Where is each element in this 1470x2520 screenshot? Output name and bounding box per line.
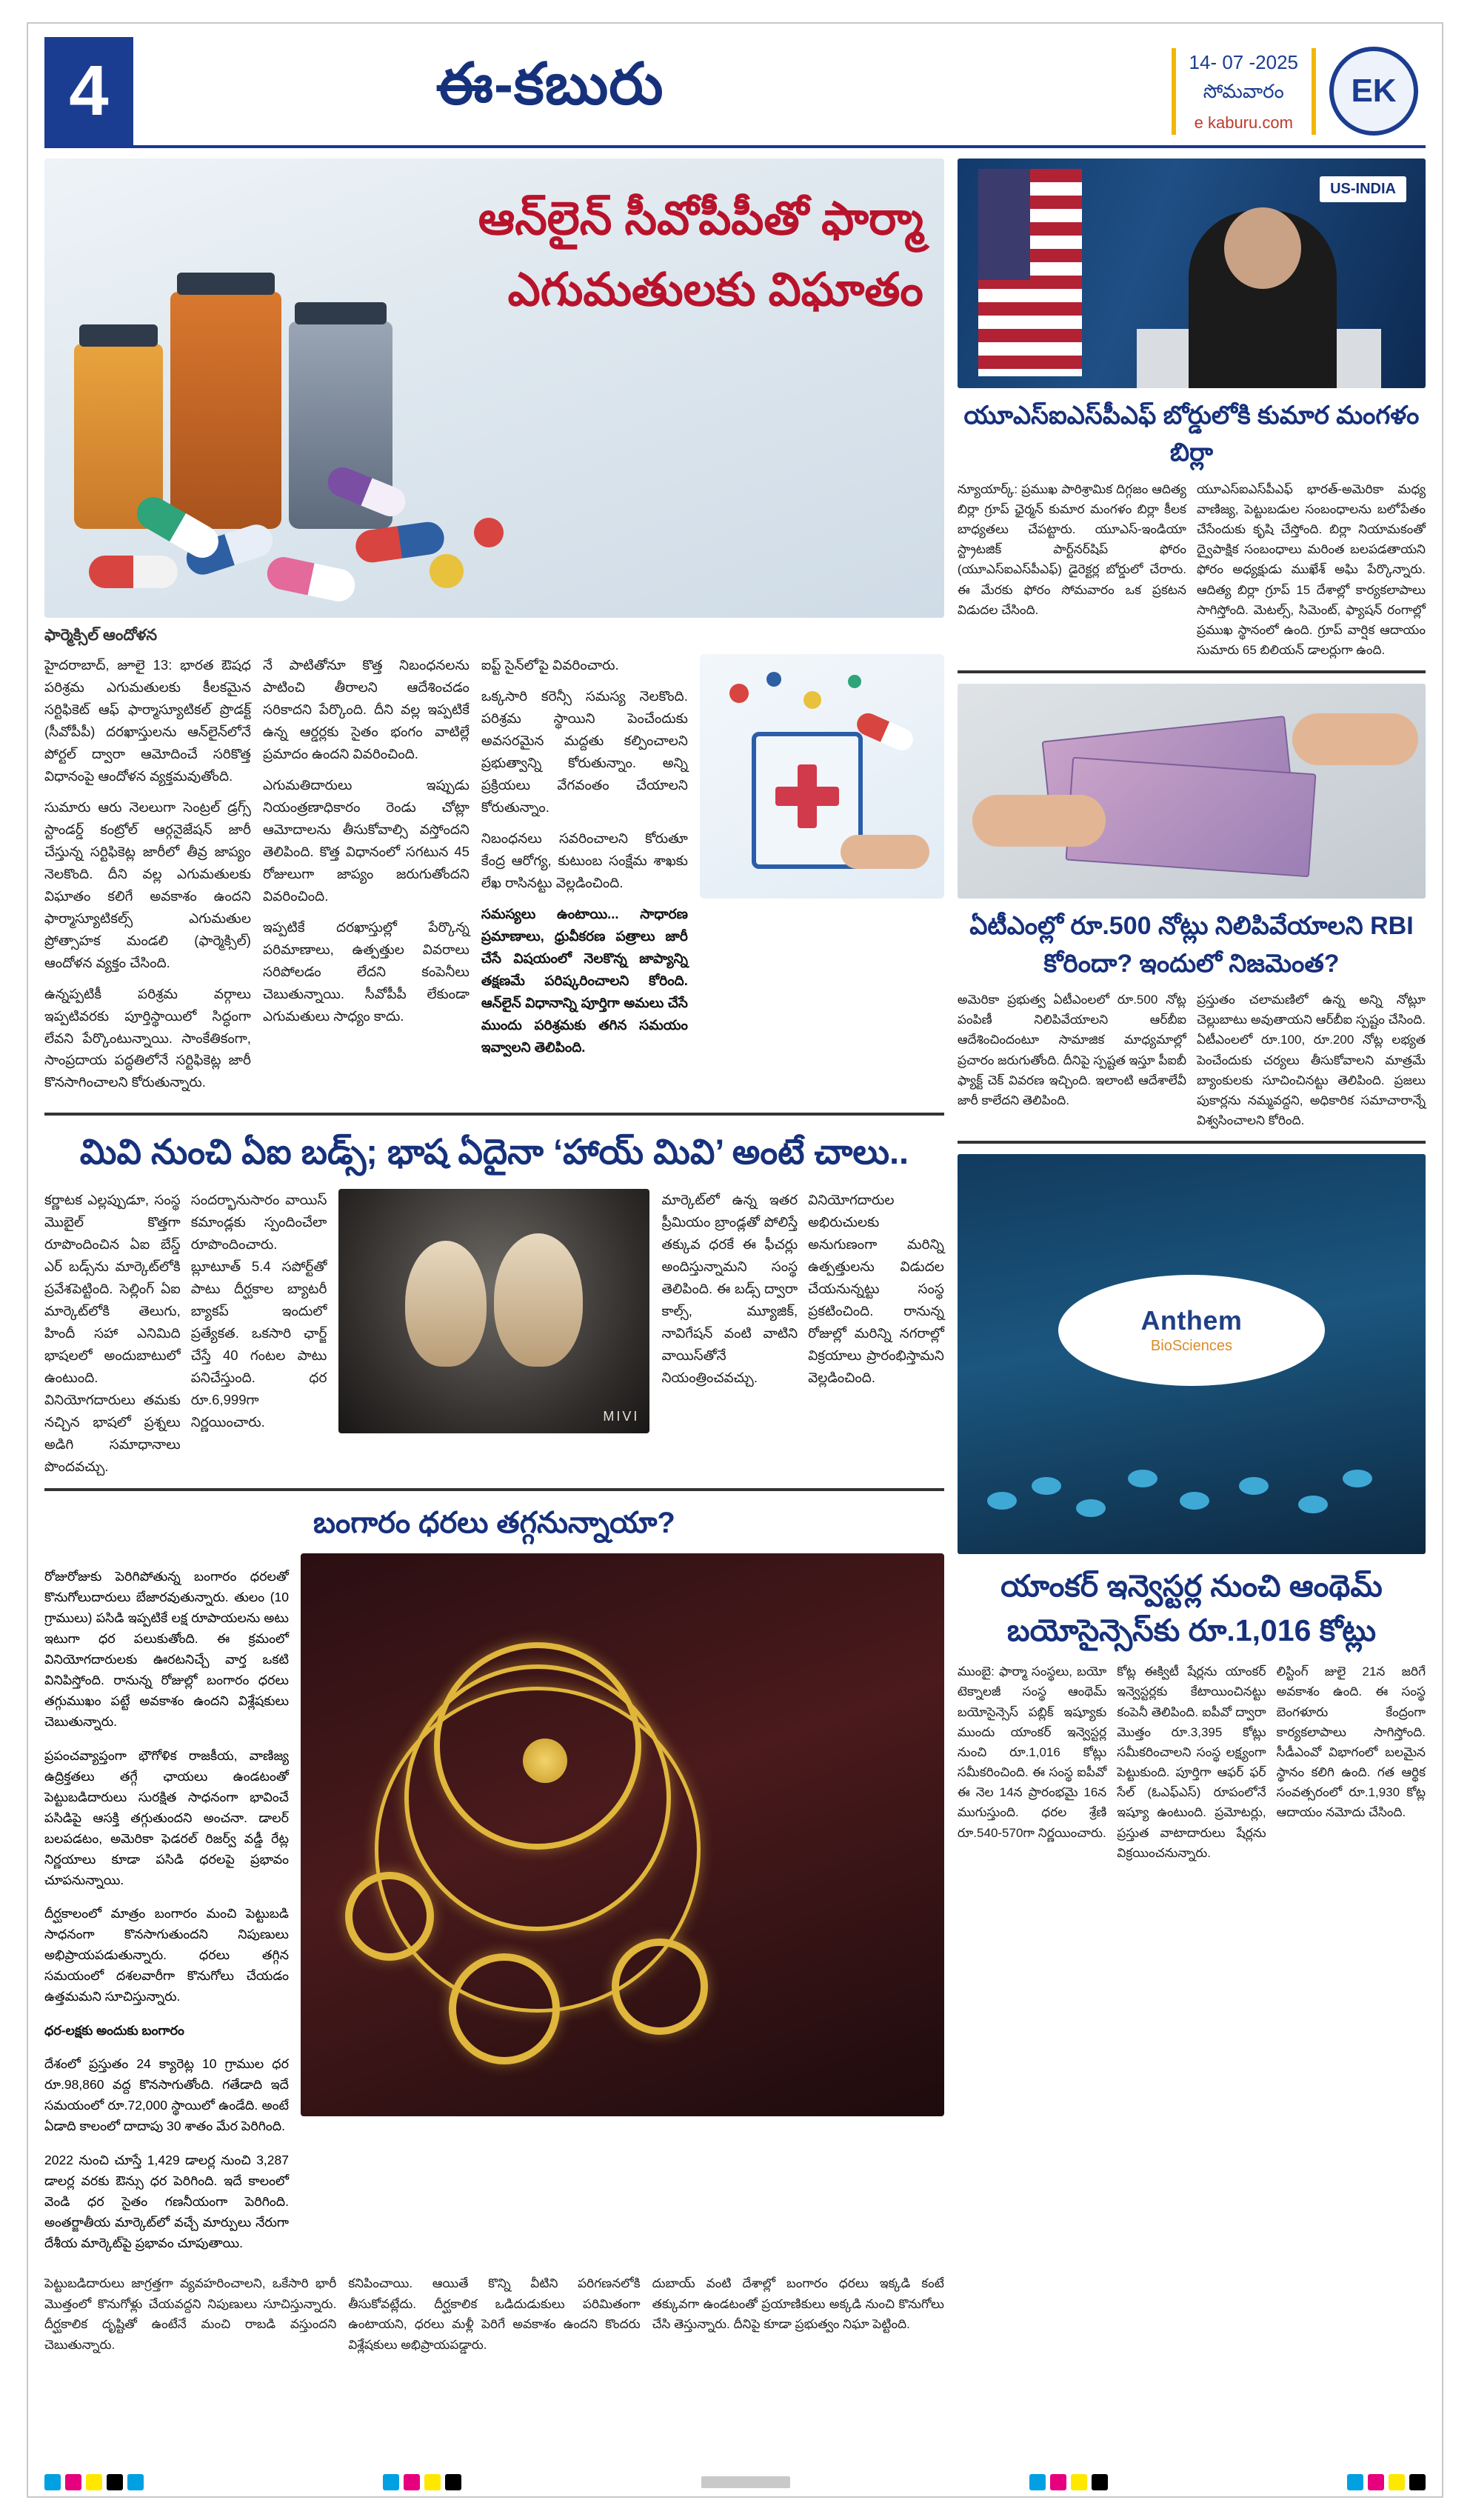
usispf-badge: US-INDIA [1320, 176, 1406, 202]
masthead [44, 37, 1426, 148]
paragraph: ఒక్కసారి కరెన్సీ సమస్య నెలకొంది. పరిశ్రమ స్థాయిని పెంచేందుకు అవసరమైన మద్దతు కల్పించాలని ప్రభుత్వాన్ని కోరుతున్నాం. అన్ని ప్రక్రియలు వేగవంతం చేయాలని కోరుతున్నాం. [481, 687, 688, 815]
publication-logo: EK [1329, 47, 1418, 136]
lead-byline: ఫార్మెక్సిల్ ఆందోళన [44, 627, 158, 644]
earbuds-image [338, 1189, 649, 1433]
left-column [44, 159, 944, 2355]
print-registration-bar [44, 2474, 1426, 2490]
atm-body [958, 990, 1426, 1130]
paragraph: రోజురోజుకు పెరిగిపోతున్న బంగారం ధరలతో కొనుగోలుదారులు బేజారవుతున్నారు. తులం (10 గ్రాములు) పసిడి ఇప్పటికే లక్ష రూపాయలను అటు ఇటుగా ధర పలుకుతోంది. ఈ క్రమంలో వినియోగదారులకు ఊరటనిచ్చే వార్త ఒకటి వినిపిస్తోంది. రానున్న రోజుల్లో బంగారం ధరలు తగ్గుముఖం పట్టే అవకాశం ఉందని విశ్లేషకులు చెబుతున్నారు. [44, 1569, 289, 1729]
lead-story-image [44, 159, 944, 618]
color-swatch [383, 2474, 399, 2490]
issue-day: సోమవారం [1203, 79, 1284, 102]
earbuds-col-1: కర్ణాటక ఎల్లప్పుడూ, సంస్థ మొబైల్ కొత్తగా రూపొందించిన ఏఐ బేస్డ్ ఎర్‌ బడ్స్‌ను మార్కెట్‌లోకి ప్రవేశపెట్టింది. సెల్లింగ్‌ ఏఐ మార్కెట్‌లోకి తెలుగు, హిందీ సహా ఎనిమిది భాషలలో అందుబాటులో ఉంటుంది. వినియోగదారులు తమకు నచ్చిన భాషలో ప్రశ్నలు అడిగి సమాధానాలు పొందవచ్చు. [44, 1191, 181, 1474]
earbuds-col-4: వినియోగదారుల అభిరుచులకు అనుగుణంగా మరిన్ని ఉత్పత్తులను విడుదల చేయనున్నట్టు సంస్థ ప్రకటించింది. రానున్న రోజుల్లో మరిన్ని నగరాల్లో విక్రయాలు ప్రారంభిస్తామని వెల్లడించింది. [808, 1191, 944, 1385]
paragraph: సుమారు ఆరు నెలలుగా సెంట్రల్ డ్రగ్స్ స్టాండర్డ్ కంట్రోల్ ఆర్గనైజేషన్ జారీ చేస్తున్న సర్టిఫికెట్ల జారీలో తీవ్ర జాప్యం నెలకొంది. దీని వల్ల ఎగుమతులకు విఘాతం కలిగే అవకాశం ఉందని ఫార్మాస్యూటికల్స్ ఎగుమతుల ప్రోత్సాహక మండలి (ఫార్మెక్సిల్) ఆందోళన వ్యక్తం చేసింది. [44, 799, 251, 970]
paragraph: దేశంలో ప్రస్తుతం 24 క్యారెట్ల 10 గ్రాముల ధర రూ.98,860 వద్ద కొనసాగుతోంది. గతేడాది ఇదే సమయంలో రూ.72,000 స్థాయిలో ఉండేది. అంటే ఏడాది కాలంలో దాదాపు 30 శాతం మేర పెరిగింది. [44, 2056, 289, 2133]
anthem-body [958, 1661, 1426, 1863]
grey-registration-bar [701, 2476, 790, 2488]
paragraph: సమస్యలు ఉంటాయి... సాధారణ ప్రమాణాలు, ధ్రువీకరణ పత్రాలు జారీ చేసే విషయంలో నెలకొన్న జాప్యాన్ని తక్షణమే పరిష్కరించాలని కోరింది. ఆన్‌లైన్ విధానాన్ని పూర్తిగా అమలు చేసే ముందు పరిశ్రమకు తగిన సమయం ఇవ్వాలని తెలిపింది. [481, 905, 688, 1055]
earbuds-text-columns [44, 1189, 327, 1478]
gold-body [44, 1553, 944, 2267]
earbuds-col-3: మార్కెట్‌లో ఉన్న ఇతర ప్రీమియం బ్రాండ్లతో పోలిస్తే తక్కువ ధరకే ఈ ఫీచర్లు అందిస్తున్నామని సంస్థ తెలిపింది. ఈ బడ్స్ ద్వారా కాల్స్, మ్యూజిక్, నావిగేషన్ వంటి వాటిని వాయిస్‌తోనే నియంత్రించవచ్చు. [661, 1191, 798, 1385]
color-swatch [1409, 2474, 1426, 2490]
color-swatch [1050, 2474, 1066, 2490]
color-swatch [86, 2474, 102, 2490]
usispf-col-1: న్యూయార్క్: ప్రముఖ పారిశ్రామిక దిగ్గజం ఆదిత్య బిర్లా గ్రూప్ ఛైర్మన్ కుమార మంగళం బిర్లా కీలక బాధ్యతలు చేపట్టారు. యూఎస్-ఇండియా స్ట్రాటజిక్ పార్ట్‌నర్‌షిప్ ఫోరం (యూఎస్‌ఐఎస్‌పీఎఫ్) డైరెక్టర్ల బోర్డులో చేరారు. ఈ మేరకు ఫోరం సోమవారం ఒక ప్రకటన విడుదల చేసింది. [957, 481, 1186, 617]
color-swatch [1029, 2474, 1046, 2490]
paragraph: దీర్ఘకాలంలో మాత్రం బంగారం మంచి పెట్టుబడి సాధనంగా కొనసాగుతుందని నిపుణులు అభిప్రాయపడుతున్నారు. ధరలు తగ్గిన సమయంలో దశలవారీగా కొనుగోలు చేయడం ఉత్తమమని సూచిస్తున్నారు. [44, 1906, 289, 2004]
earbuds-text-columns-2 [661, 1189, 943, 1478]
issue-date: 14- 07 -2025 [1189, 50, 1298, 73]
speaker-figure [1189, 210, 1337, 388]
paragraph: నిబంధనలు సవరించాలని కోరుతూ కేంద్ర ఆరోగ్య, కుటుంబ సంక్షేమ శాఖకు లేఖ రాసినట్టు వెల్లడించింది. [481, 830, 688, 890]
anthem-col-2: కోట్ల ఈక్విటీ షేర్లను యాంకర్ ఇన్వెస్టర్లకు కేటాయించినట్టు కంపెనీ తెలిపింది. ఐపీవో ద్వారా మొత్తం రూ.3,395 కోట్లు సమీకరించాలని సంస్థ లక్ష్యంగా పెట్టుకుంది. పూర్తిగా ఆఫర్ ఫర్ సేల్ (ఓఎఫ్‌ఎస్) రూపంలోనే ఇష్యూ ఉంటుంది. ప్రమోటర్లు, ప్రస్తుత వాటాదారులు షేర్లను విక్రయించనున్నారు. [1117, 1664, 1266, 1860]
anthem-lab-photo [958, 1154, 1426, 1554]
gold-subheading: ధర-లక్షకు అందుకు బంగారం [44, 2022, 184, 2038]
anthem-col-3: లిస్టింగ్ జులై 21న జరిగే అవకాశం ఉంది. ఈ సంస్థ బెంగళూరు కేంద్రంగా కార్యకలాపాలు సాగిస్తోంది. సీడీఎంవో విభాగంలో బలమైన స్థానం కలిగి ఉంది. గత ఆర్థిక సంవత్సరంలో రూ.1,930 కోట్ల ఆదాయం నమోదు చేసింది. [1276, 1664, 1426, 1820]
paragraph: నే పాటితోనూ కొత్త నిబంధనలను పాటించి తీరాలని ఆదేశించడం సరికాదని పేర్కొంది. దీని వల్ల ఇప్పటికే ఉన్న ఆర్డర్లకు సైతం భంగం వాటిల్లే ప్రమాదం ఉందని వివరించింది. [262, 657, 470, 761]
color-swatch [44, 2474, 61, 2490]
gold-headline: బంగారం ధరలు తగ్గనున్నాయా? [313, 1506, 675, 1539]
right-column [958, 159, 1426, 2355]
website-url[interactable]: e kaburu.com [1194, 113, 1293, 132]
page-canvas [27, 22, 1443, 2498]
pharmacy-illustration [700, 654, 944, 899]
lead-headline: ఆన్‌లైన్ సీవోపీపీతో ఫార్మా ఎగుమతులకు విఘాతం [478, 193, 923, 316]
usispf-photo [958, 159, 1426, 388]
atm-col-1: అమెరికా ప్రభుత్వ ఏటీఎంలలో రూ.500 నోట్ల పంపిణీ నిలిపివేయాలని ఆర్‌బీఐ ఆదేశించిందంటూ సామాజిక మాధ్యమాల్లో ప్రచారం జరుగుతోంది. దీనిపై స్పష్టత ఇస్తూ పీఐబీ ఫ్యాక్ట్ చెక్ వివరణ ఇచ్చింది. ఇలాంటి ఆదేశాలేవీ జారీ కాలేదని తెలిపింది. [957, 992, 1186, 1107]
currency-notes-photo [958, 684, 1426, 899]
color-swatch [107, 2474, 123, 2490]
paragraph: ఉన్నప్పటికీ పరిశ్రమ వర్గాలు ఇప్పటివరకు పూర్తిస్థాయిలో సిద్ధంగా లేవని పేర్కొంటున్నాయి. సాంకేతికంగా, సాంప్రదాయ పద్ధతిలోనే సర్టిఫికెట్ల జారీ కొనసాగించాలని కోరుతున్నారు. [44, 985, 251, 1090]
lead-col-3 [481, 654, 688, 1102]
color-swatch [1389, 2474, 1405, 2490]
usispf-headline: యూఎస్‌ఐఎస్‌పీఎఫ్ బోర్డులోకి కుమార మంగళం బిర్లా [963, 401, 1420, 467]
atm-headline: ఏటీఎంల్లో రూ.500 నోట్లు నిలిపివేయాలని RBI కోరిందా? ఇందులో నిజమెంత? [969, 912, 1414, 978]
paragraph: ఐప్ట్‌ సైన్‌లోపై వివరించారు. [481, 657, 619, 673]
gold-lower-col-1: పెట్టుబడిదారులు జాగ్రత్తగా వ్యవహరించాలని, ఒకేసారి భారీ మొత్తంలో కొనుగోళ్లు చేయవద్దని నిపుణులు సూచిస్తున్నారు. దీర్ఘకాలిక దృష్టితో ఉంటేనే మంచి రాబడి వస్తుందని చెబుతున్నారు. [44, 2276, 337, 2352]
color-swatch [404, 2474, 420, 2490]
color-swatch [127, 2474, 144, 2490]
us-flag [978, 169, 1082, 376]
earbuds-body [44, 1189, 944, 1478]
gold-lower-col-2: కనిపించాయి. ఆయితే కొన్ని వీటిని పరిగణనలోకి తీసుకోవట్లేదు. దీర్ఘకాలిక ఒడిదుడుకులు పరిమితంగా ఉంటాయని, ధరలు మళ్లీ పెరిగే అవకాశం ఉందని కొందరు విశ్లేషకులు అభిప్రాయపడ్డారు. [348, 2276, 641, 2352]
paragraph: 2022 నుంచి చూస్తే 1,429 డాలర్ల నుంచి 3,287 డాలర్ల వరకు ఔన్సు ధర పెరిగింది. ఇదే కాలంలో వెండి ధర సైతం గణనీయంగా పెరిగింది. అంతర్జాతీయ మార్కెట్‌లో వచ్చే మార్పులు నేరుగా దేశీయ మార్కెట్‌పై ప్రభావం చూపుతాయి. [44, 2152, 289, 2250]
color-swatch [65, 2474, 81, 2490]
color-swatch [445, 2474, 461, 2490]
anthem-brand-name: Anthem [1140, 1305, 1243, 1336]
gold-left-column [44, 1553, 289, 2267]
paragraph: హైదరాబాద్, జూలై 13: భారత ఔషధ పరిశ్రమ ఎగుమతులకు కీలకమైన సర్టిఫికెట్ ఆఫ్ ఫార్మాస్యూటికల్ ప్రొడక్ట్ (సీవోపీపీ) దరఖాస్తులను ఆన్‌లైన్‌లోనే పోర్టల్ ద్వారా ఆమోదించే సరికొత్త విధానంపై ఆందోళన వ్యక్తమవుతోంది. [44, 657, 251, 784]
gold-lower-col-3: దుబాయ్ వంటి దేశాల్లో బంగారం ధరలు ఇక్కడి కంటే తక్కువగా ఉండటంతో ప్రయాణికులు అక్కడి నుంచి కొనుగోలు చేసి తెస్తున్నారు. దీనిపై కూడా ప్రభుత్వం నిఘా పెట్టింది. [652, 2276, 944, 2332]
color-swatch [1071, 2474, 1087, 2490]
page-content [44, 159, 1426, 2355]
lead-col-1 [44, 654, 251, 1102]
paragraph: ప్రపంచవ్యాప్తంగా భౌగోళిక రాజకీయ, వాణిజ్య ఉద్రిక్తతలు తగ్గే ఛాయలు ఉండటంతో పెట్టుబడిదారులు సురక్షిత సాధనంగా భావించే పసిడిపై ఆసక్తి తగ్గుతుందని అంచనా. డాలర్ బలపడటం, అమెరికా ఫెడరల్ రిజర్వ్ వడ్డీ రేట్ల నిర్ణయాలు కూడా పసిడి ధరలపై ప్రభావం చూపనున్నాయి. [44, 1747, 289, 1887]
color-swatch [1347, 2474, 1363, 2490]
paragraph: ఇప్పటికే దరఖాస్తుల్లో పేర్కొన్న పరిమాణాలు, ఉత్పత్తుల వివరాలు సరిపోలడం లేదని కంపెనీలు చెబుతున్నాయి. సీవోపీపీ లేకుండా ఎగుమతులు సాధ్యం కాదు. [262, 919, 470, 1024]
lead-body [44, 654, 944, 1102]
anthem-logo [1058, 1275, 1325, 1386]
page-number: 4 [44, 37, 133, 145]
usispf-col-2: యూఎస్‌ఐఎస్‌పీఎఫ్ భారత్-అమెరికా మధ్య వాణిజ్య, పెట్టుబడుల సంబంధాలను బలోపేతం చేసేందుకు కృషి చేస్తోంది. బిర్లా నియామకంతో ద్వైపాక్షిక సంబంధాలు మరింత బలపడతాయని ఫోరం అధ్యక్షుడు ముఖేశ్ అఘి పేర్కొన్నారు. ఆదిత్య బిర్లా గ్రూప్ 15 దేశాల్లో కార్యకలాపాలు సాగిస్తోంది. మెటల్స్, సిమెంట్, ఫ్యాషన్ రంగాల్లో ప్రముఖ స్థానంలో ఉంది. గ్రూప్ వార్షిక ఆదాయం సుమారు 65 బిలియన్ డాలర్లుగా ఉంది. [1196, 481, 1426, 658]
publication-title: ఈ-కబురు [435, 51, 664, 116]
anthem-col-1: ముంబై: ఫార్మా సంస్థలు, బయో టెక్నాలజీ సంస్థ ఆంథెమ్ బయోసైన్సెస్ పబ్లిక్ ఇష్యూకు ముందు యాంకర్ ఇన్వెస్టర్ల నుంచి రూ.1,016 కోట్లు సమీకరించింది. ఈ సంస్థ ఐపీవో ఈ నెల 14న ప్రారంభమై 16న ముగుస్తుంది. ధరల శ్రేణి రూ.540-570గా నిర్ణయించారు. [957, 1664, 1107, 1840]
atm-col-2: ప్రస్తుతం చలామణిలో ఉన్న అన్ని నోట్లూ చెల్లుబాటు అవుతాయని ఆర్‌బీఐ స్పష్టం చేసింది. ఏటీఎంలలో రూ.100, రూ.200 నోట్ల లభ్యత పెంచేందుకు చర్యలు తీసుకోవాలని మాత్రమే బ్యాంకులకు సూచించినట్టు తెలిపింది. ప్రజలు పుకార్లను నమ్మవద్దని, అధికారిక సమాచారాన్నే విశ్వసించాలని కోరింది. [1196, 992, 1426, 1128]
earbuds-brand-mark: MIVI [603, 1408, 640, 1424]
anthem-brand-sub: BioSciences [1150, 1338, 1232, 1355]
masthead-right [966, 37, 1426, 145]
color-swatch [424, 2474, 441, 2490]
gold-jewellery-image [301, 1553, 944, 2116]
color-swatch [1092, 2474, 1108, 2490]
lead-col-2 [263, 654, 470, 1102]
gold-lower-columns [44, 2273, 944, 2355]
color-swatch [1368, 2474, 1384, 2490]
earbuds-headline: మివి నుంచి ఏఐ బడ్స్; భాష ఏదైనా ‘హాయ్ మివి’ అంటే చాలు.. [79, 1132, 909, 1172]
usispf-body [958, 479, 1426, 661]
anthem-headline: యాంకర్ ఇన్వెస్టర్ల నుంచి ఆంథెమ్ బయోసైన్సెస్‌కు రూ.1,016 కోట్లు [1000, 1569, 1383, 1647]
earbuds-col-2: సందర్భానుసారం వాయిస్ కమాండ్లకు స్పందించేలా రూపొందించారు. బ్లూటూత్ 5.4 సపోర్ట్‌తో పాటు దీర్ఘకాల బ్యాటరీ బ్యాకప్ ఇందులో ప్రత్యేకత. ఒకసారి ఛార్జ్ చేస్తే 40 గంటల పాటు పనిచేస్తుంది. ధర రూ.6,999గా నిర్ణయించారు. [190, 1191, 327, 1430]
date-block [1172, 48, 1316, 135]
paragraph: ఎగుమతిదారులు ఇప్పుడు నియంత్రణాధికారం రెండు చోట్లా ఆమోదాలను తీసుకోవాల్సి వస్తోందని తెలిపింది. కొత్త విధానంలో సగటున 45 రోజులుగా జాప్యం జరుగుతోందని వివరించింది. [262, 776, 470, 904]
